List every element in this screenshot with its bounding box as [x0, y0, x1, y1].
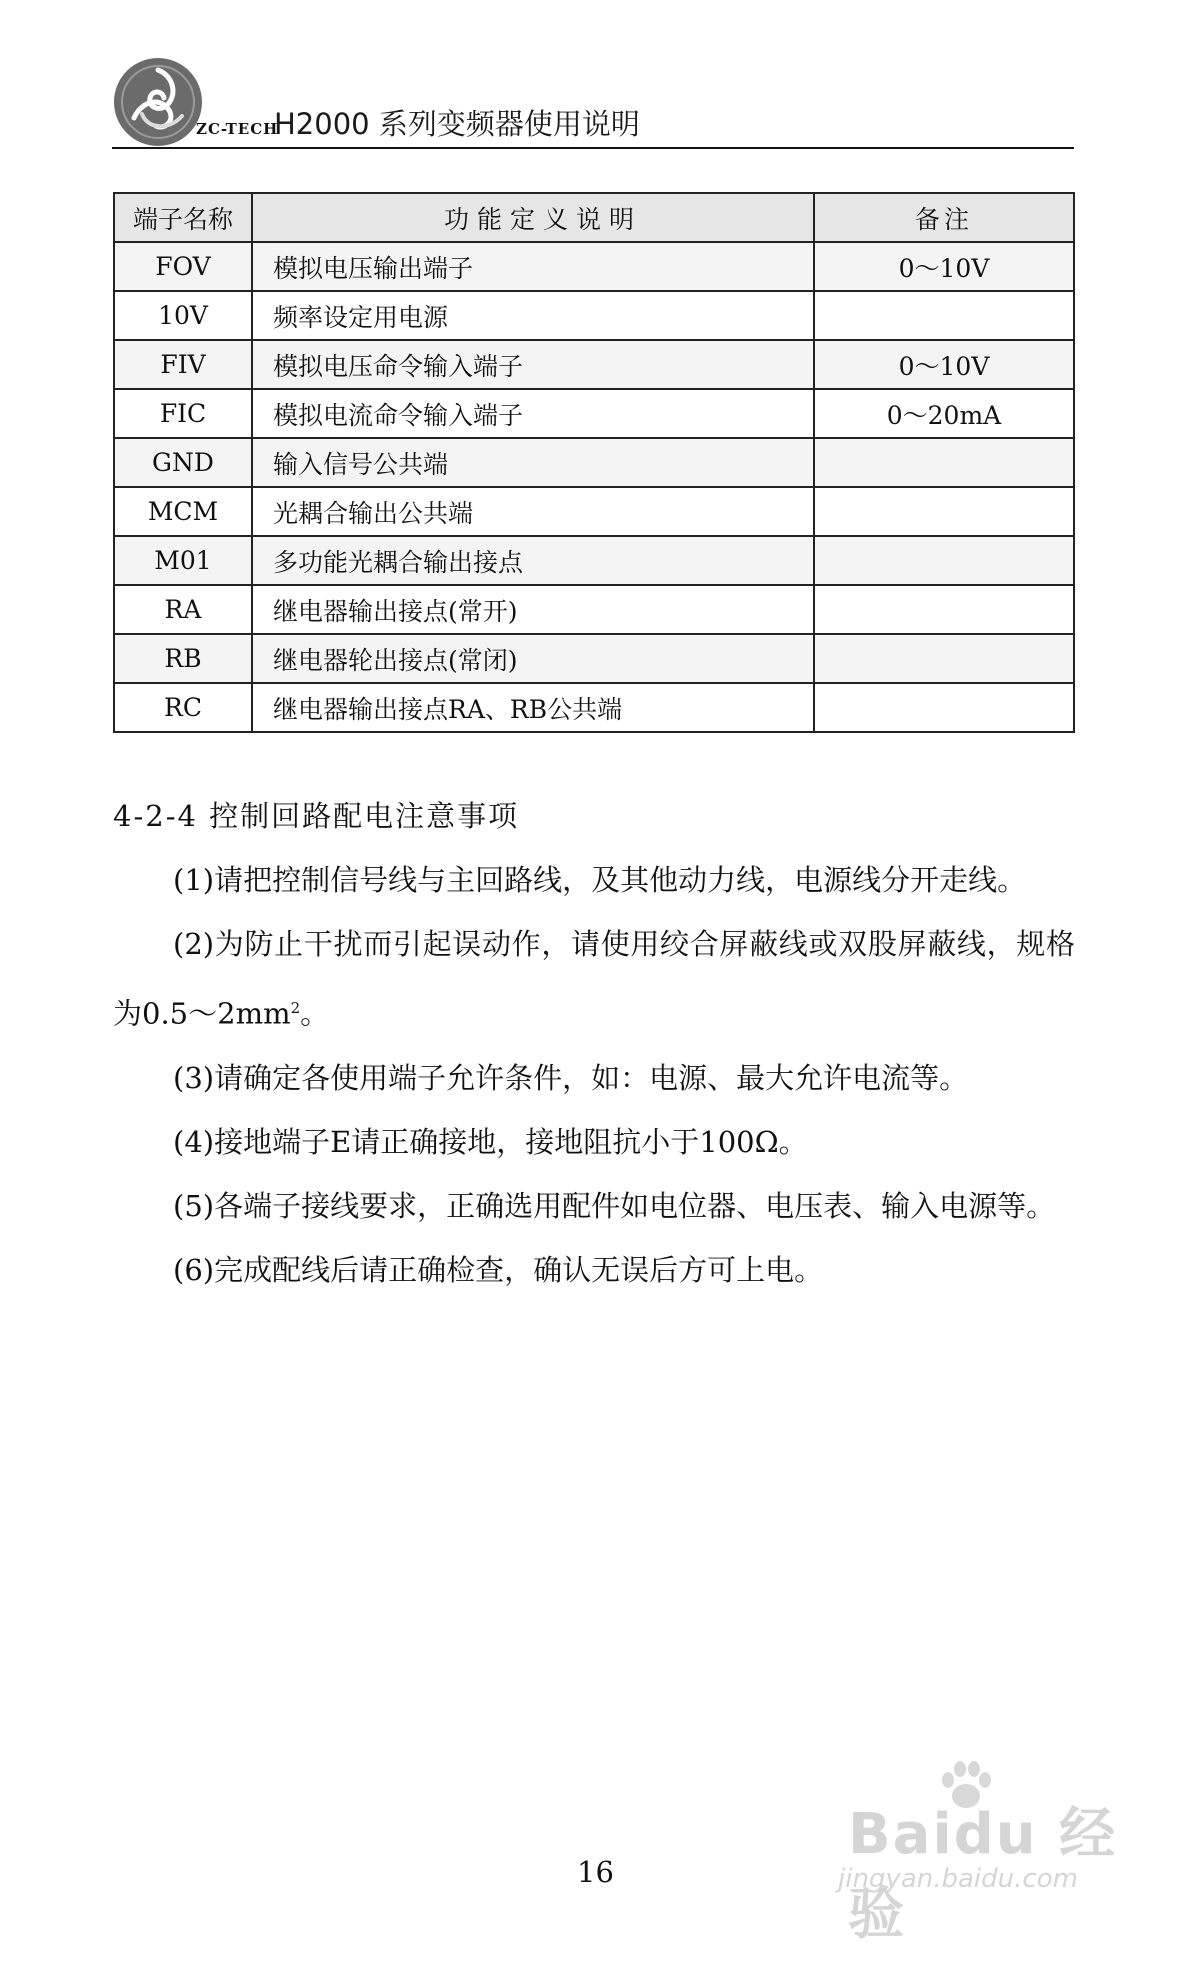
manual-title: H2000 系列变频器使用说明 — [274, 107, 640, 141]
terminal-note — [814, 634, 1074, 683]
table-row — [114, 438, 1074, 487]
header-function: 功能定义说明 — [252, 193, 814, 242]
note-2-superscript: 2 — [290, 999, 301, 1017]
note-5: (5)各端子接线要求，正确选用配件如电位器、电压表、输入电源等。 — [173, 1188, 1056, 1223]
table-row — [114, 242, 1074, 291]
terminal-note — [814, 438, 1074, 487]
note-1: (1)请把控制信号线与主回路线，及其他动力线，电源线分开走线。 — [173, 863, 1027, 897]
note-3: (3)请确定各使用端子允许条件，如：电源、最大允许电流等。 — [173, 1060, 969, 1095]
company-logo-icon — [112, 56, 204, 148]
terminal-name: 10V — [114, 291, 252, 340]
terminal-desc: 继电器输出接点(常开) — [252, 585, 814, 634]
terminal-note: 0～10V — [814, 242, 1074, 291]
table-row — [114, 340, 1074, 389]
terminal-table — [113, 192, 1075, 733]
terminal-desc: 模拟电流命令输入端子 — [252, 389, 814, 438]
table-row — [114, 634, 1074, 683]
table-header-row — [114, 193, 1074, 242]
terminal-desc: 继电器轮出接点(常闭) — [252, 634, 814, 683]
watermark-brand: Baidu 经验 — [848, 1802, 1118, 1947]
terminal-name: FIC — [114, 389, 252, 438]
watermark-url: jingyan.baidu.com — [838, 1864, 1078, 1894]
terminal-note — [814, 291, 1074, 340]
table-row — [114, 487, 1074, 536]
table-row — [114, 389, 1074, 438]
terminal-desc: 模拟电压命令输入端子 — [252, 340, 814, 389]
wiring-notes-section — [113, 784, 1075, 1302]
terminal-desc: 模拟电压输出端子 — [252, 242, 814, 291]
terminal-name: RC — [114, 683, 252, 732]
terminal-note — [814, 487, 1074, 536]
terminal-note — [814, 536, 1074, 585]
terminal-note — [814, 585, 1074, 634]
table-row — [114, 291, 1074, 340]
terminal-desc: 输入信号公共端 — [252, 438, 814, 487]
terminal-name: M01 — [114, 536, 252, 585]
terminal-name: RB — [114, 634, 252, 683]
table-row — [114, 585, 1074, 634]
terminal-desc: 继电器输出接点RA、RB公共端 — [252, 683, 814, 732]
terminal-desc: 频率设定用电源 — [252, 291, 814, 340]
terminal-name: FOV — [114, 242, 252, 291]
header-note: 备注 — [814, 193, 1074, 242]
terminal-name: GND — [114, 438, 252, 487]
page-number: 16 — [577, 1855, 614, 1889]
header-rule — [112, 147, 1074, 149]
terminal-desc: 多功能光耦合输出接点 — [252, 536, 814, 585]
note-2-text: (2)为防止干扰而引起误动作，请使用绞合屏蔽线或双股屏蔽线，规格为0.5～2mm — [113, 927, 1075, 1031]
terminal-name: RA — [114, 585, 252, 634]
table-row — [114, 683, 1074, 732]
terminal-name: MCM — [114, 487, 252, 536]
table-row — [114, 536, 1074, 585]
page-header — [112, 48, 1072, 148]
terminal-desc: 光耦合输出公共端 — [252, 487, 814, 536]
note-4: (4)接地端子E请正确接地，接地阻抗小于100Ω。 — [173, 1124, 808, 1159]
section-heading: 4-2-4 控制回路配电注意事项 — [113, 799, 520, 833]
terminal-name: FIV — [114, 340, 252, 389]
terminal-note: 0～20mA — [814, 389, 1074, 438]
terminal-note: 0～10V — [814, 340, 1074, 389]
note-2 — [113, 912, 1075, 1046]
header-terminal-name: 端子名称 — [114, 193, 252, 242]
baidu-watermark — [838, 1790, 1138, 1947]
note-6: (6)完成配线后请正确检查，确认无误后方可上电。 — [173, 1252, 824, 1287]
note-2-end: 。 — [300, 996, 330, 1031]
terminal-note — [814, 683, 1074, 732]
brand-name: ZC-TECH — [196, 120, 279, 138]
